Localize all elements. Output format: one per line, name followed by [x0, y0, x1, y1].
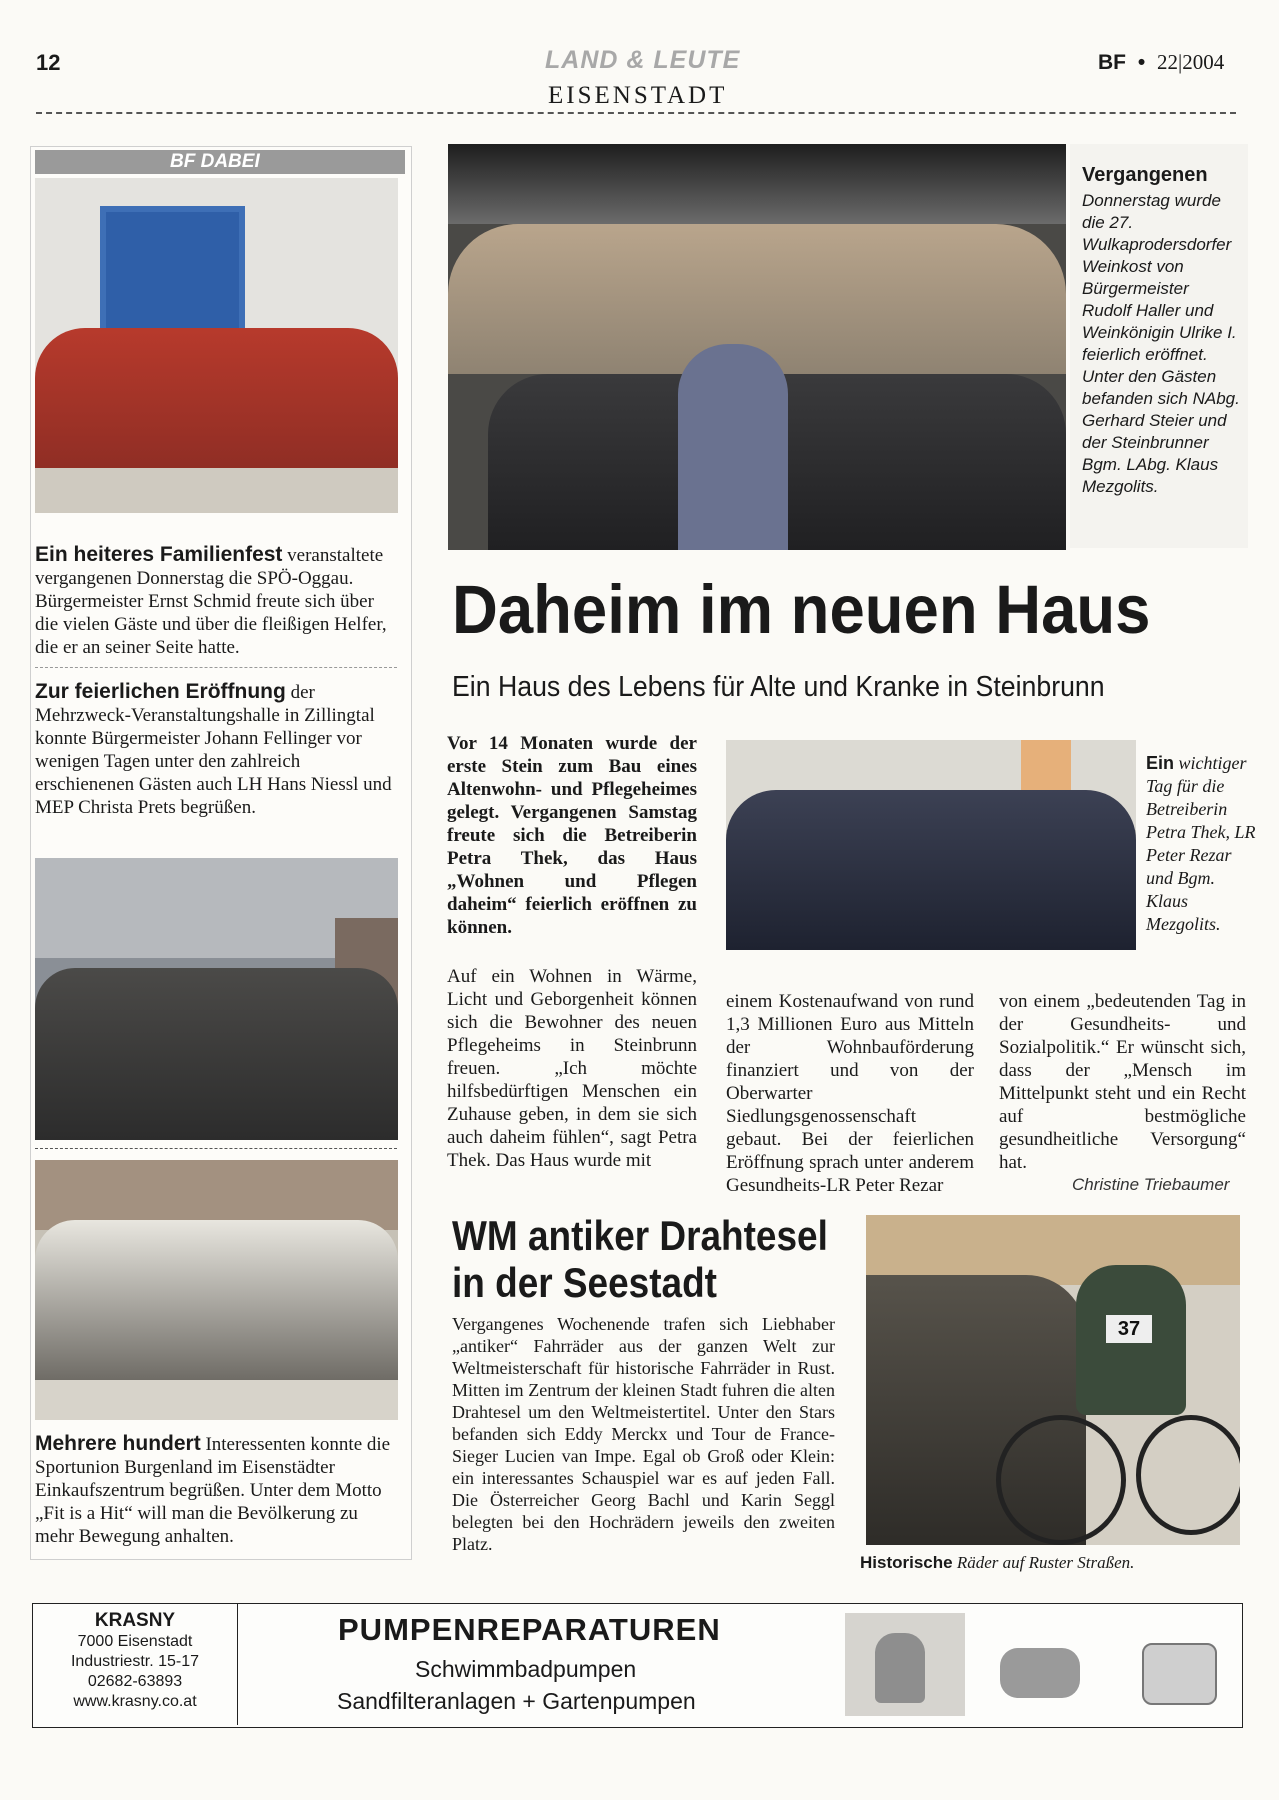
main-col-2: einem Kostenaufwand von rund 1,3 Millionen Euro aus Mitteln der Wohnbauförderung finanziert und von der Oberwarter Siedlungsgenossenschaft gebaut. Bei der feierlichen Eröffnung sprach unter anderem Gesundheits-LR Peter Rezar [726, 991, 974, 1196]
pump-image-2 [990, 1618, 1100, 1713]
sidebar-item-2 [35, 680, 395, 819]
pump-image-1 [845, 1613, 965, 1716]
page-number: 12 [36, 50, 61, 75]
location-title: EISENSTADT [548, 82, 728, 109]
bicycle-caption-text: Räder auf Ruster Straßen. [956, 1553, 1135, 1572]
guests-group [35, 968, 398, 1140]
ad-street: Industriestr. 15-17 [70, 1653, 200, 1670]
top-caption-text: Donnerstag wurde die 27. Wulkaprodersdorfer Weinkost von Bürgermeister Rudolf Haller und Weinkönigin Ulrike I. feierlich eröffnet. Unter den Gästen befanden sich NAbg. Gerhard Steier und der Steinbrunner Bgm. LAbg. Klaus Mezgolits. [1082, 191, 1240, 496]
photo-historic-bicycles [866, 1215, 1240, 1545]
main-col-1: Auf ein Wohnen in Wärme, Licht und Geborgenheit können sich die Bewohner des neuen Pflegeheims in Steinbrunn freuen. „Ich möchte hilfsbedürftigen Menschen ein Zuhause geben, in dem sie sich auch daheim fühlen“, sagt Petra Thek. Das Haus wurde mit [447, 966, 697, 1171]
ad-phone: 02682-63893 [87, 1673, 183, 1690]
bicycle-wheel-rear [1136, 1415, 1240, 1535]
crowd-legs [35, 468, 398, 513]
crowd-red-shirts [35, 328, 398, 478]
ad-city: 7000 Eisenstadt [77, 1633, 193, 1650]
bicycle-wheel-front [996, 1415, 1126, 1545]
sidebar-item-3-lead: Mehrere hundert [35, 1432, 201, 1455]
second-headline-line-1: WM antiker Drahtesel [452, 1212, 828, 1259]
separator-dot: • [1137, 51, 1146, 74]
publication-name [1098, 50, 1224, 75]
sidebar-item-1-lead: Ein heiteres Familienfest [35, 543, 283, 566]
photo-family-festival [35, 178, 398, 513]
top-photo-caption [1070, 144, 1248, 548]
ad-line-1: Schwimmbadpumpen [415, 1656, 637, 1682]
blue-door [100, 206, 245, 346]
sidebar-item-2-text: der Mehrzweck-Veranstaltungshalle in Zillingtal konnte Bürgermeister Johann Fellinger vor wenigen Tagen unter den zahlreich erschienenen Gästen auch LH Hans Niessl und MEP Christa Prets begrüßen. [35, 682, 392, 818]
pump-motor-icon [1000, 1648, 1080, 1698]
ad-title: PUMPENREPARATUREN [338, 1612, 721, 1647]
main-subheadline: Ein Haus des Lebens für Alte und Kranke in Steinbrunn [452, 671, 1105, 703]
ad-company: KRASNY [94, 1610, 176, 1631]
article-caption-text: wichtiger Tag für die Betreiberin Petra Thek, LR Peter Rezar und Bgm. Klaus Mezgolits. [1146, 753, 1256, 934]
issue-number: 22|2004 [1157, 50, 1225, 74]
sidebar-banner: BF DABEI [35, 150, 405, 174]
race-number: 37 [1106, 1315, 1152, 1343]
sidebar-item-3-text: Interessenten konnte die Sportunion Burgenland im Eisenstädter Einkaufszentrum begrüßen. Unter dem Motto „Fit is a Hit“ will man die Bevölkerung zu mehr Bewegung anhalten. [35, 1434, 391, 1547]
header-rule [36, 112, 1236, 114]
mall-floor [35, 1380, 398, 1420]
photo-hall-opening [35, 858, 398, 1140]
officials-group [726, 790, 1136, 950]
sidebar-item-1 [35, 543, 395, 659]
sidebar-divider-1 [35, 667, 397, 668]
top-caption-lead: Vergangenen [1082, 164, 1208, 186]
main-intro: Vor 14 Monaten wurde der erste Stein zum Bau eines Altenwohn- und Pflegeheimes gelegt. Vergangenen Samstag freute sich die Betreiberin Petra Thek, das Haus „Wohnen und Pflegen daheim“ feierlich eröffnen zu können. [447, 733, 697, 938]
article-caption-lead: Ein [1146, 753, 1175, 773]
second-headline [452, 1212, 828, 1306]
sidebar-divider-2 [35, 1148, 397, 1149]
article-author: Christine Triebaumer [1072, 1175, 1230, 1194]
sidebar-item-1-text: veranstaltete vergangenen Donnerstag die SPÖ-Oggau. Bürgermeister Ernst Schmid freute sich über die vielen Gäste und über die fleißigen Helfer, die er an seiner Seite hatte. [35, 545, 387, 658]
ad-line-2: Sandfilteranlagen + Gartenpumpen [337, 1688, 696, 1714]
sidebar-item-2-lead: Zur feierlichen Eröffnung [35, 680, 286, 703]
second-article-body: Vergangenes Wochenende trafen sich Liebhaber „antiker“ Fahrräder aus der ganzen Welt zur Weltmeisterschaft für historische Fahrräder in Rust. Mitten im Zentrum der kleinen Stadt fuhren die alten Drahtesel um den Weltmeistertitel. Unter den Stars befanden sich Eddy Merckx und Tour de France-Sieger Lucien van Impe. Egal ob Groß oder Klein: ein interessantes Schauspiel war es auf jeden Fall. Die Österreicher Georg Bachl und Karin Seggl belegten bei den Hochrädern jeweils den zweiten Platz. [452, 1314, 835, 1554]
ad-website[interactable]: www.krasny.co.at [73, 1693, 197, 1710]
article-photo-caption [1146, 752, 1256, 936]
sport-group [35, 1220, 398, 1380]
photo-sportunion [35, 1160, 398, 1420]
photo-care-home-opening [726, 740, 1136, 950]
sidebar-item-3 [35, 1432, 395, 1548]
section-title: LAND & LEUTE [545, 46, 741, 74]
main-headline: Daheim im neuen Haus [452, 571, 1151, 648]
photo-wine-tasting [448, 144, 1066, 550]
bicycle-caption-lead: Historische [860, 1553, 953, 1572]
pump-garden-icon [1142, 1643, 1217, 1705]
bicycle-photo-caption [860, 1553, 1134, 1573]
ad-address-box [33, 1604, 238, 1725]
pump-tank-icon [875, 1633, 925, 1703]
main-col-3: von einem „bedeutenden Tag in der Gesundheits- und Sozialpolitik.“ Er wünscht sich, dass der „Mensch im Mittelpunkt steht und ein Recht auf bestmögliche gesundheitliche Versorgung“ hat. [999, 991, 1246, 1173]
wine-queen [678, 344, 788, 550]
publication-logo: BF [1098, 51, 1126, 74]
second-headline-line-2: in der Seestadt [452, 1259, 717, 1306]
stage-lights [448, 144, 1066, 224]
pump-image-3 [1130, 1613, 1230, 1716]
